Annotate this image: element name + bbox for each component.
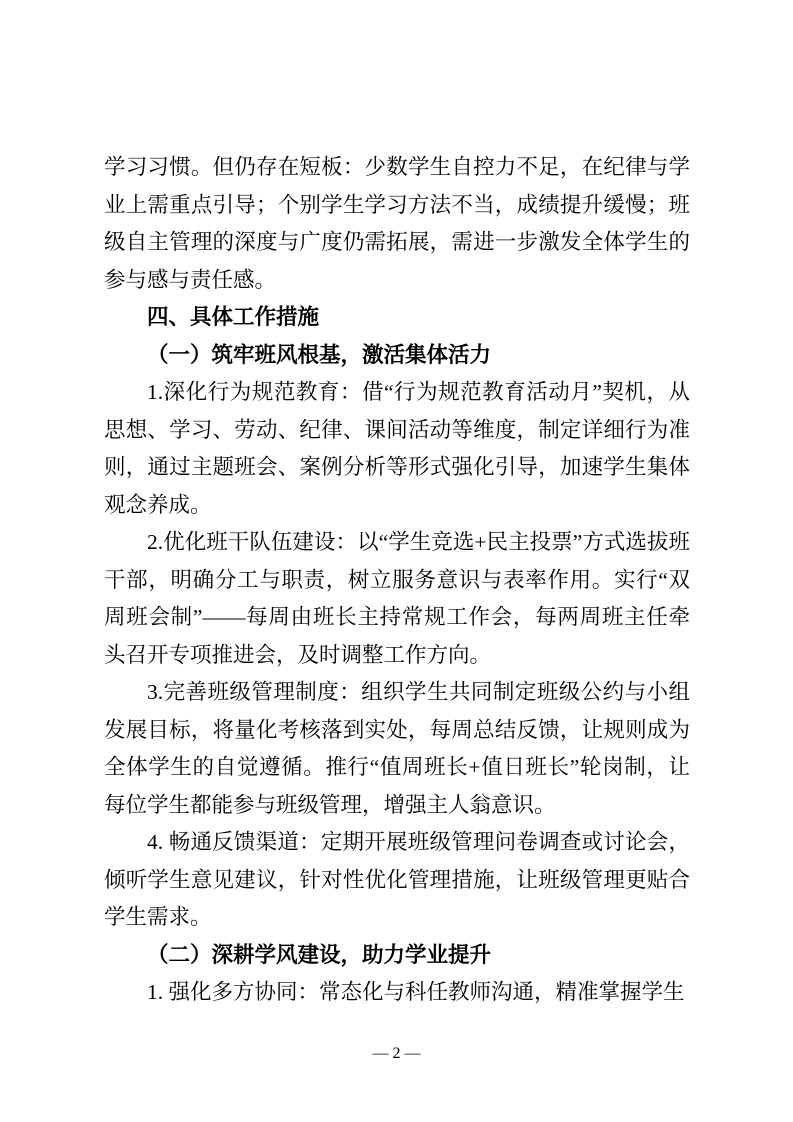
section-heading-4: 四、具体工作措施 bbox=[147, 305, 320, 329]
page-number: — 2 — bbox=[372, 1045, 421, 1062]
subsection-heading-2: （二）深耕学风建设，助力学业提升 bbox=[147, 942, 492, 967]
paragraph-measure-5: 1. 强化多方协同：常态化与科任教师沟通，精准掌握学生 bbox=[147, 980, 685, 1004]
subsection-heading-1: （一）筑牢班风根基，激活集体活力 bbox=[147, 342, 492, 367]
paragraph-measure-2: 2.优化班干队伍建设：以“学生竞选+民主投票”方式选拔班干部，明确分工与职责，树立服务意识与表率作用。实行“双周班会制”——每周由班长主持常规工作会，每两周班主任牵头召开专项推进会，及时调整工作方向。 bbox=[104, 530, 690, 667]
paragraph-measure-4: 4. 畅通反馈渠道：定期开展班级管理问卷调查或讨论会，倾听学生意见建议，针对性优化管理措施，让班级管理更贴合学生需求。 bbox=[104, 830, 690, 929]
document-body bbox=[104, 149, 690, 1012]
paragraph-measure-1: 1.深化行为规范教育：借“行为规范教育活动月”契机，从思想、学习、劳动、纪律、课间活动等维度，制定详细行为准则，通过主题班会、案例分析等形式强化引导，加速学生集体观念养成。 bbox=[104, 380, 690, 517]
paragraph-measure-3: 3.完善班级管理制度：组织学生共同制定班级公约与小组发展目标，将量化考核落到实处，每周总结反馈，让规则成为全体学生的自觉遵循。推行“值周班长+值日班长”轮岗制，让每位学生都能参与班级管理，增强主人翁意识。 bbox=[104, 680, 690, 817]
paragraph-continued: 学习习惯。但仍存在短板：少数学生自控力不足，在纪律与学业上需重点引导；个别学生学习方法不当，成绩提升缓慢；班级自主管理的深度与广度仍需拓展，需进一步激发全体学生的参与感与责任感。 bbox=[104, 155, 690, 292]
page-footer bbox=[0, 1044, 793, 1064]
